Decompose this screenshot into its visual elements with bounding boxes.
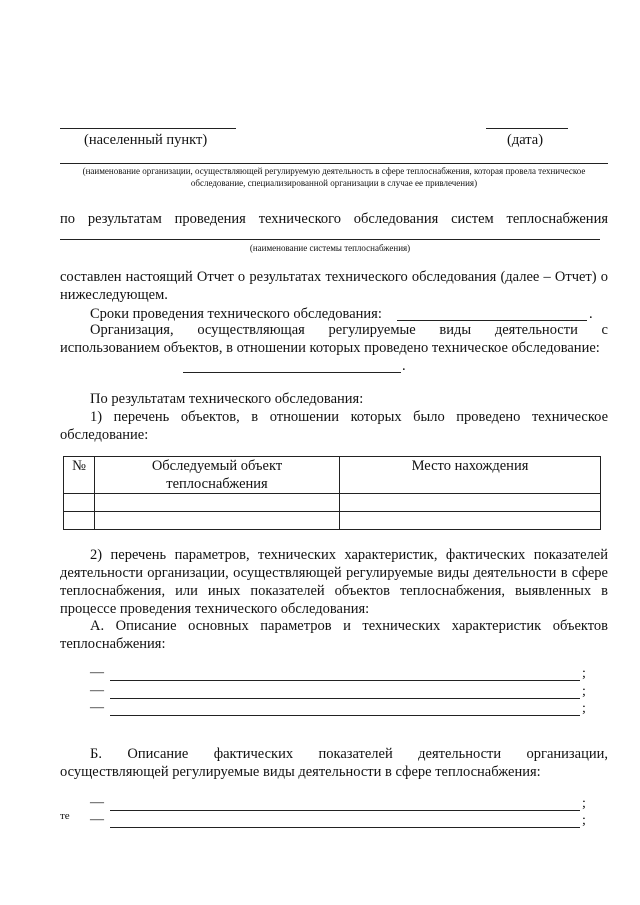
- list-b-semicolon: ;: [582, 813, 586, 828]
- list-a-semicolon: ;: [582, 666, 586, 681]
- table-cell: [95, 494, 340, 512]
- list-b-dash: —: [90, 812, 104, 827]
- terms-period: .: [589, 306, 593, 322]
- org-use-text: [60, 321, 608, 357]
- item1-text: 1) перечень объектов, в отношении которых было проведено техническое обследование:: [60, 409, 608, 443]
- list-a-dash: —: [90, 700, 104, 715]
- header-object: Обследуемый объект теплоснабжения: [95, 457, 340, 494]
- objects-table: [63, 456, 601, 530]
- table-cell: [340, 512, 601, 530]
- locality-label: (населенный пункт): [84, 132, 208, 148]
- table-cell: [64, 512, 95, 530]
- system-caption: (наименование системы теплоснабжения): [249, 243, 411, 253]
- list-a-dash: —: [90, 683, 104, 698]
- table-cell: [95, 512, 340, 530]
- org-use-blank: [183, 356, 401, 373]
- list-b-blank: [110, 811, 580, 828]
- list-b-blank: [110, 794, 580, 811]
- header-location: Место нахождения: [340, 457, 601, 494]
- item-a-text: А. Описание основных параметров и технических характеристик объектов теплоснабжения:: [60, 618, 608, 652]
- results-line: по результатам проведения технического обследования систем теплоснабжения: [60, 211, 608, 227]
- org-use-content: Организация, осуществляющая регулируемые виды деятельности с использованием объектов, в отношении которых проведено техническое обследование:: [60, 322, 608, 356]
- terms-text: Сроки проведения технического обследования:: [90, 306, 382, 322]
- table-row: [64, 494, 601, 512]
- date-label: (дата): [507, 132, 544, 148]
- item-b-text: Б. Описание фактических показателей деятельности организации, осуществляющей регулируемые виды деятельности в сфере теплоснабжения:: [60, 746, 608, 780]
- table-cell: [340, 494, 601, 512]
- org-use-period: .: [402, 358, 406, 374]
- by-results: По результатам технического обследования:: [90, 391, 364, 407]
- list-a-semicolon: ;: [582, 684, 586, 699]
- list-b-dash: —: [90, 795, 104, 810]
- date-line: [486, 128, 568, 129]
- list-a-semicolon: ;: [582, 701, 586, 716]
- list-a-blank: [110, 699, 580, 716]
- system-line: [60, 239, 600, 240]
- list-b-semicolon: ;: [582, 796, 586, 811]
- org-line: [60, 163, 608, 164]
- list-a-blank: [110, 682, 580, 699]
- header-number: №: [64, 457, 95, 494]
- margin-mark: те: [60, 810, 70, 822]
- locality-line: [60, 128, 236, 129]
- list-a-blank: [110, 664, 580, 681]
- terms-blank: [397, 304, 587, 321]
- table-cell: [64, 494, 95, 512]
- org-caption: (наименование организации, осуществляющей регулируемую деятельность в сфере теплоснабжения, которая провела техническое обследование, специализированной организации в случае ее привлечения): [82, 166, 586, 188]
- list-a-dash: —: [90, 665, 104, 680]
- table-row: [64, 512, 601, 530]
- report-intro: составлен настоящий Отчет о результатах технического обследования (далее – Отчет) о нижеследующем.: [60, 269, 608, 303]
- item2-text: 2) перечень параметров, технических характеристик, фактических показателей деятельности организации, осуществляющей регулируемые виды деятельности в сфере теплоснабжения, или иных показателей объектов теплоснабжения, выявленных в процессе проведения технического обследования:: [60, 547, 608, 617]
